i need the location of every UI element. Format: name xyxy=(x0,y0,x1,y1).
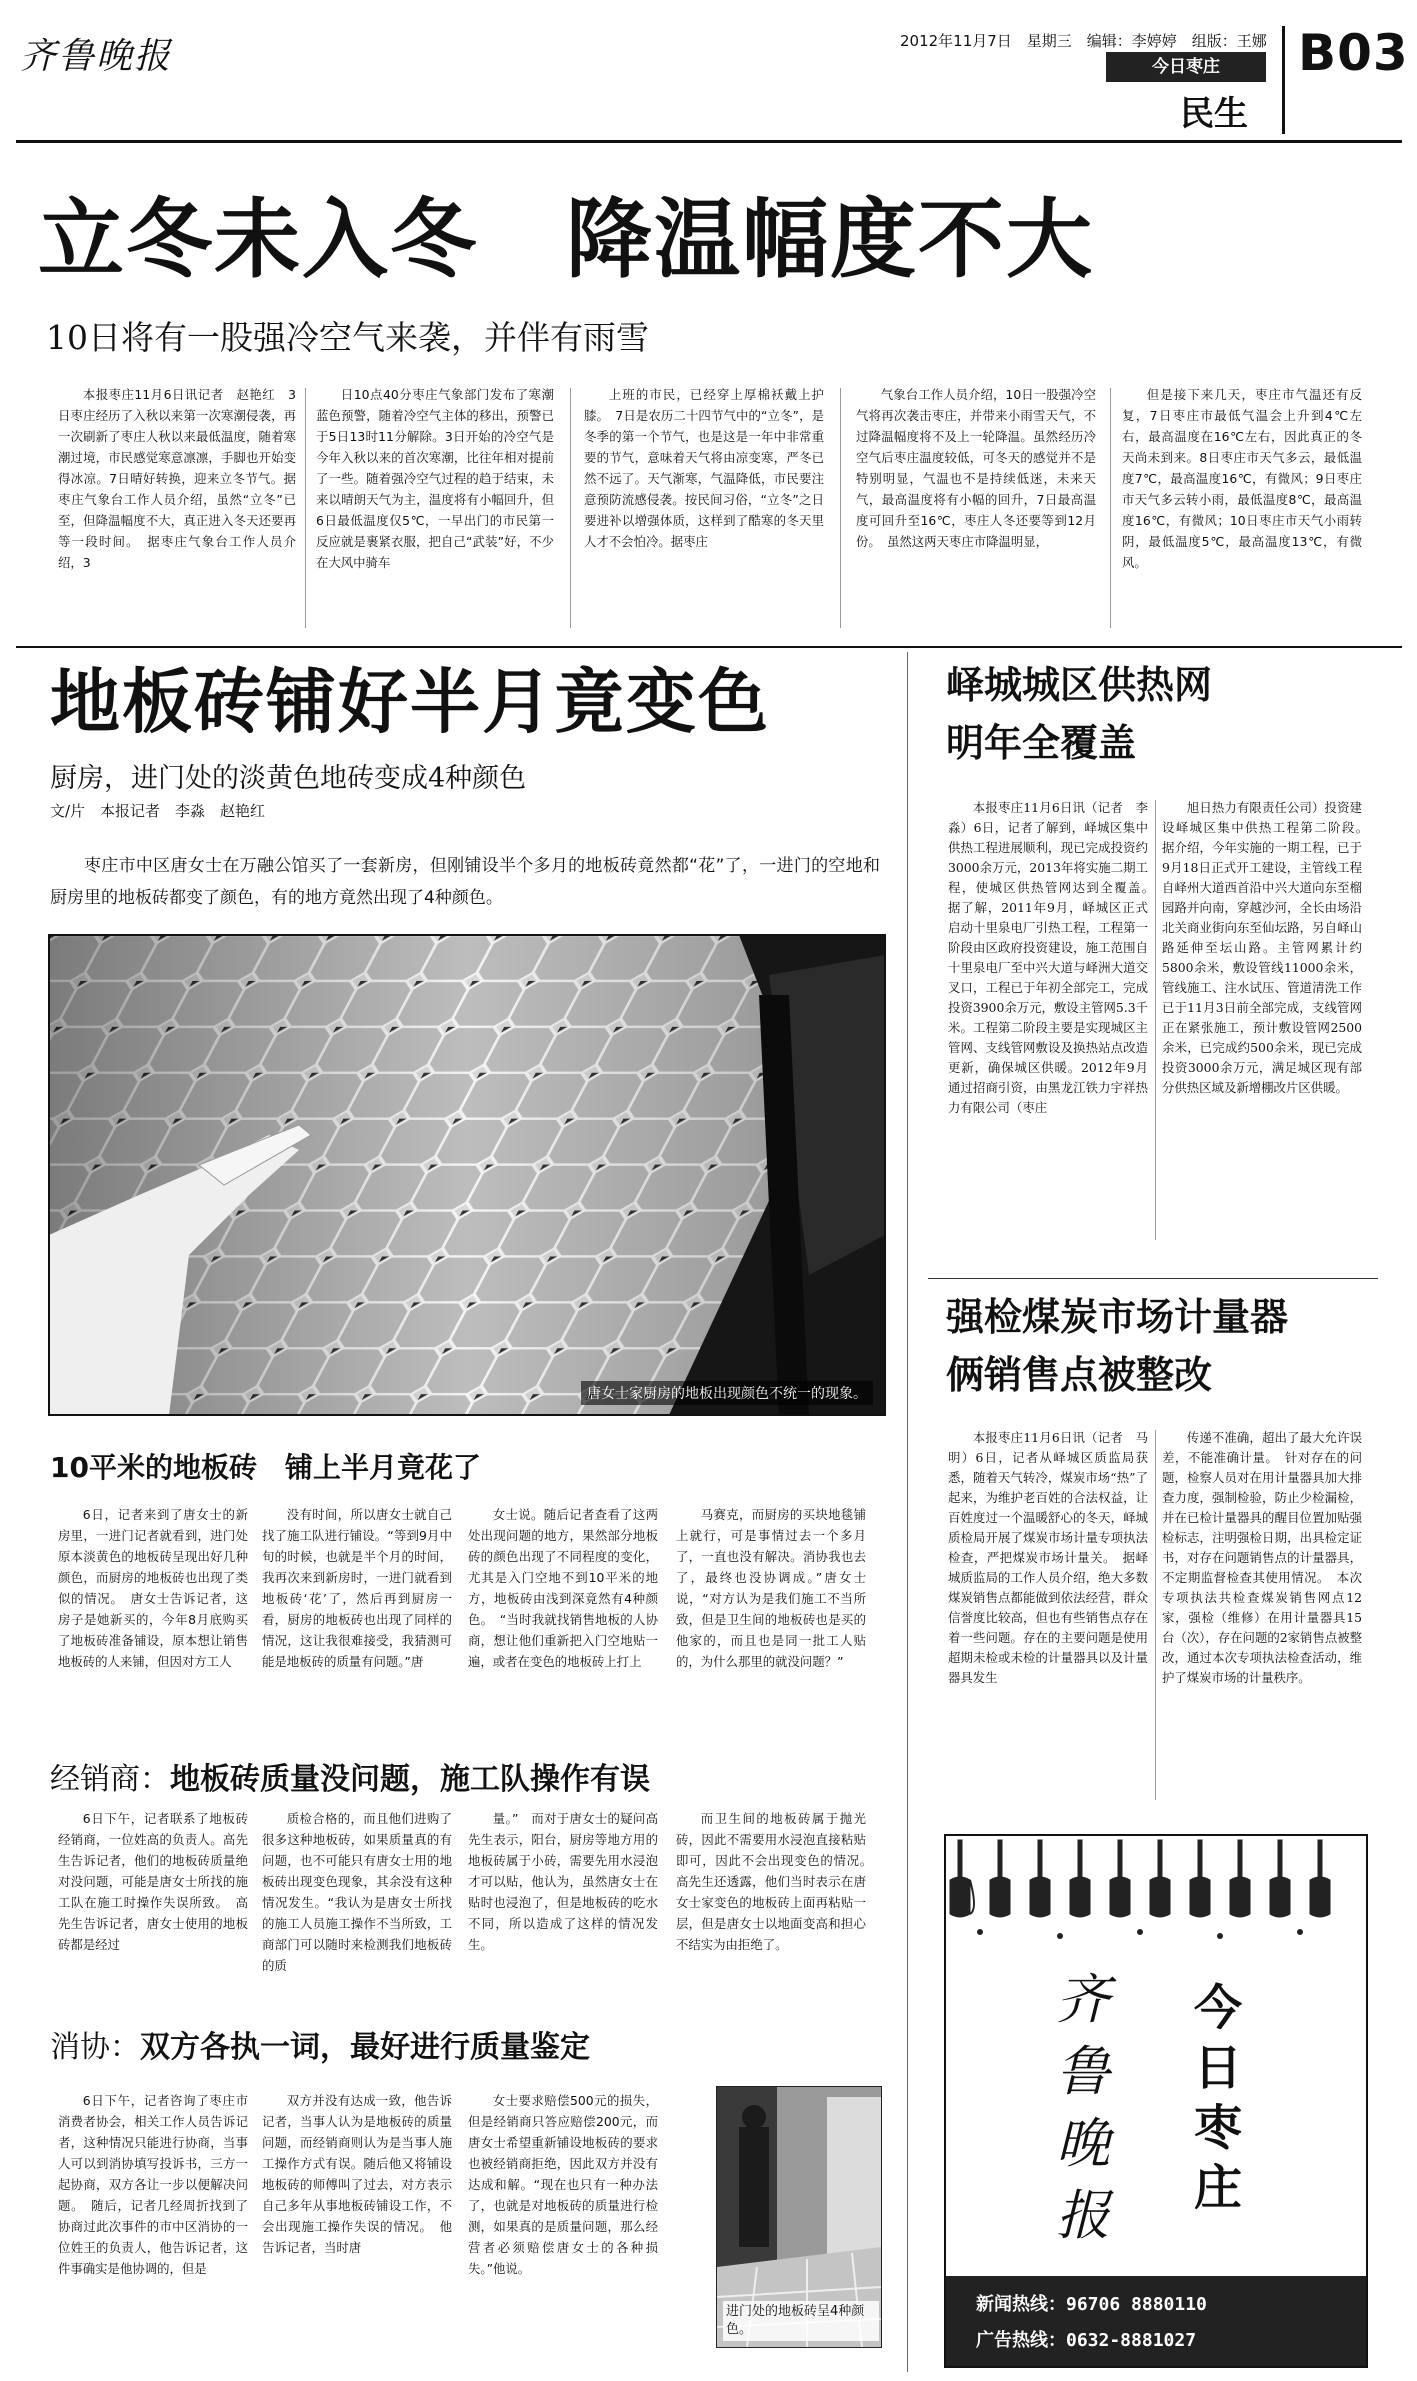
feature-byline: 文/片 本报记者 李淼 赵艳红 xyxy=(50,802,266,820)
doorway-photo xyxy=(716,2086,882,2348)
s3-col-2: 双方并没有达成一致，他告诉记者，当事人认为是地板砖的质量问题，而经销商则认为是当事人施工操作方式有误。随后他又将铺设地板砖的师傅叫了过去，对方表示自己多年从事地板砖铺设工作，不会出现施工操作失误的情况。 他告诉记者，当时唐 xyxy=(262,2093,452,2255)
section-2-prefix: 经销商： xyxy=(50,1762,170,1797)
feature-subtitle: 厨房，进门处的淡黄色地砖变成4种颜色 xyxy=(50,763,527,794)
ad-hotline: 广告热线：0632-8881027 xyxy=(976,2330,1197,2351)
s3-col-1: 6日下午，记者咨询了枣庄市消费者协会，相关工作人员告诉记者，这种情况只能进行协商，当事人可以到消协填写投诉书，三方一起协商，双方各让一步以便解决问题。 随后，记者几经周折找到了协商过此次事件的市中区消协的一位姓王的负责人，他告诉记者，这件事确实是他协调的，但是 xyxy=(58,2093,248,2276)
ad-logo: 齐鲁晚报 xyxy=(1056,1968,1110,2247)
telephone-icon xyxy=(946,1836,1366,1956)
news-hotline: 新闻热线：96706 8880110 xyxy=(976,2294,1207,2315)
lead-col-5: 但是接下来几天，枣庄市气温还有反复，7日枣庄市最低气温会上升到4℃左右，最高温度在16℃左右，因此真正的冬天尚未到来。8日枣庄市天气多云，最低温度7℃，最高温度16℃，有微风；9日枣庄市天气多云转小雨，最低温度8℃，最高温度16℃，有微风；10日枣庄市天气小雨转阴，最低温度5℃，最高温度13℃，有微风。 xyxy=(1122,387,1362,570)
s1-col-1: 6日，记者来到了唐女士的新房里，一进门记者就看到，进门处原本淡黄色的地板砖呈现出好几种颜色，而厨房的地板砖也出现了类似的情况。 唐女士告诉记者，这房子是她新买的，今年8月底购买了地板砖准备铺设，原本想让销售地板砖的人来铺，但因对方工人 xyxy=(58,1507,248,1669)
heat-col-2: 旭日热力有限责任公司）投资建设峄城区集中供热工程第二阶段。 据介绍，今年实施的一期工程，已于9月18日正式开工建设，主管线工程自峄州大道西首沿中兴大道向东至榴园路并向南，穿越沙河，全长由场沿北关商业街向东至仙坛路，另自峄山路延伸至坛山路。主管网累计约5800余米，敷设管线11000余米，管线施工、注水试压、管道清洗工作已于11月3日前全部完成，支线管网正在紧张施工，预计敷设管网2500余米，已完成约500余米，现已完成投资3000余万元，满足城区现有部分供热区域及新增棚改片区供暖。 xyxy=(1162,800,1375,1095)
section-1-heading: 10平米的地板砖 铺上半月竟花了 xyxy=(50,1451,481,1484)
coal-title-line-1: 强检煤炭市场计量器 xyxy=(946,1295,1289,1339)
photo-caption: 唐女士家厨房的地板出现颜色不统一的现象。 xyxy=(581,1381,873,1405)
floor-tile-illustration xyxy=(49,935,885,1415)
lead-subtitle: 10日将有一股强冷空气来袭，并伴有雨雪 xyxy=(46,318,649,357)
masthead-divider xyxy=(1282,26,1285,134)
logo-text: 齐鲁晚报 xyxy=(20,36,173,77)
lead-headline: 立冬未入冬 降温幅度不大 xyxy=(38,190,1094,290)
coal-col-1: 本报枣庄11月6日讯（记者 马明）6日，记者从峄城区质监局获悉，随着天气转冷，煤炭市场“热”了起来，为维护老百姓的合法权益，让百姓度过一个温暖舒心的冬天，峄城质检局开展了煤炭市场计量专项执法检查，严把煤炭市场计量关。 据峄城质监局的工作人员介绍，绝大多数煤炭销售点都能做到依法经营，群众信誉度比较高，但也有些销售点存在着一些问题。存在的主要问题是使用超期未检或未检的计量器具以及计量器具发生 xyxy=(948,1430,1148,1685)
heat-col-1: 本报枣庄11月6日讯（记者 李淼）6日，记者了解到，峄城区集中供热工程进展顺利，现已完成投资约3000余万元，2013年将实施二期工程，使城区供热管网达到全覆盖。 据了解，2011年9月，峄城区正式启动十里泉电厂引热工程，工程第一阶段由区政府投资建设，施工范围自十里泉电厂至中兴大道与峄洲大道交叉口，工程已于年初全部完工，完成投资3900余万元，敷设主管网5.3千米。工程第二阶段主要是实现城区主管网、支线管网敷设及换热站点改造更新，确保城区供暖。2012年9月通过招商引资，由黑龙江铁力宇祥热力有限公司（枣庄 xyxy=(948,800,1161,1115)
rail-rule-1 xyxy=(928,1278,1378,1279)
feature-intro: 枣庄市中区唐女士在万融公馆买了一套新房，但刚铺设半个多月的地板砖竟然都“花”了，一进门的空地和厨房里的地板砖都变了颜色，有的地方竟然出现了4种颜色。 xyxy=(50,856,880,908)
floor-tile-photo xyxy=(48,934,886,1416)
section-tag: 今日枣庄 xyxy=(1106,52,1266,82)
ad-footer xyxy=(946,2276,1366,2366)
s1-col-2: 没有时间，所以唐女士就自己找了施工队进行铺设。“等到9月中旬的时候，也就是半个月的时间，我再次来到新房时，一进门就看到地板砖‘花’了，然后再到厨房一看，厨房的地板砖也出现了同样的情况，这让我很难接受，我猜测可能是地板砖的质量有问题。”唐 xyxy=(262,1507,452,1669)
lead-col-1: 本报枣庄11月6日讯记者 赵艳红 3日枣庄经历了入秋以来第一次寒潮侵袭，再一次刷新了枣庄人秋以来最低温度，随着寒潮过境，市民感觉寒意凛凛，手脚也开始变得冰凉。7日晴好转换，迎来立冬节气。据枣庄气象台工作人员介绍，虽然“立冬”已至，但降温幅度不大，真正进入冬天还要再等一段时间。 据枣庄气象台工作人员介绍，3 xyxy=(58,387,296,570)
section-3-prefix: 消协： xyxy=(50,2030,140,2065)
lead-bottom-rule xyxy=(16,646,1402,648)
s1-col-4: 马赛克，而厨房的买块地毯铺上就行，可是事情过去一个多月了，一直也没有解决。消协我也去了，最终也没协调成。”唐女士说，“对方认为是我们施工不当所致，但是卫生间的地板砖也是买的他家的，而且也是同一批工人贴的，为什么那里的就没问题？” xyxy=(676,1507,866,1669)
coal-col-2: 传递不准确，超出了最大允许误差，不能准确计量。 针对存在的问题，检察人员对在用计量器具加大排查力度，强制检验，防止少检漏检，并在已检计量器具的醒目位置加贴强检标志，注明强检日期，出具检定证书，对存在问题销售点的计量器具，不定期监督检查其使用情况。 本次专项执法共检查煤炭销售网点12家，强检（维修）在用计量器具15台（次），存在问题的2家销售点被整改，通过本次专项执法检查活动，维护了煤炭市场的计量秩序。 xyxy=(1162,1430,1362,1685)
lead-col-3: 上班的市民，已经穿上厚棉袄戴上护膝。 7日是农历二十四节气中的“立冬”，是冬季的第一个节气，也是这是一年中非常重要的节气，意味着天气将由凉变寒，严冬已然不远了。天气渐寒，气温降低，市民要注意预防流感侵袭。按民间习俗，“立冬”之日要进补以增强体质，这样到了酷寒的冬天里人才不会怕冷。据枣庄 xyxy=(584,387,824,549)
section-name: 民生 xyxy=(1180,94,1248,134)
s2-col-2: 质检合格的，而且他们进购了很多这种地板砖，如果质量真的有问题，也不可能只有唐女士用的地板砖出现变色现象，其余没有这种情况发生。“我认为是唐女士所找的施工人员施工操作不当所致，工商部门可以随时来检测我们地板砖的质 xyxy=(262,1811,452,1973)
heat-title-line-1: 峄城城区供热网 xyxy=(946,663,1213,707)
feature-headline: 地板砖铺好半月竟变色 xyxy=(50,661,770,743)
heat-title-line-2: 明年全覆盖 xyxy=(946,721,1137,765)
masthead-rule xyxy=(16,140,1402,143)
date-line: 2012年11月7日 星期三 编辑：李婷婷 组版：王娜 xyxy=(900,32,1267,50)
section-3-title: 双方各执一词，最好进行质量鉴定 xyxy=(140,2030,590,2065)
s2-col-4: 而卫生间的地板砖属于抛光砖，因此不需要用水浸泡直接粘贴即可，因此不会出现变色的情况。 高先生还透露，他们当时表示在唐女士家变色的地板砖上面再粘贴一层，但是唐女士以地面变高和担心不结实为由拒绝了。 xyxy=(676,1811,879,1952)
ad-box xyxy=(944,1834,1368,2368)
coal-title-line-2: 俩销售点被整改 xyxy=(946,1353,1213,1397)
page-number: B03 xyxy=(1298,24,1409,82)
doorway-caption: 进门处的地板砖呈4种颜色。 xyxy=(723,2301,879,2341)
masthead-logo xyxy=(20,28,172,79)
rail-divider xyxy=(907,652,908,2372)
section-3-heading xyxy=(50,2022,590,2066)
ad-label: 今日枣庄 xyxy=(1194,1980,1243,2216)
section-2-title: 地板砖质量没问题，施工队操作有误 xyxy=(170,1762,650,1797)
lead-col-4: 气象台工作人员介绍，10日一股强冷空气将再次袭击枣庄，并带来小雨雪天气，不过降温幅度将不及上一轮降温。虽然经历冷空气后枣庄温度较低，可冬天的感觉并不是特别明显，气温也不是持续低迷，未来天气，最高温度将有小幅的回升，7日最高温度可回升至16℃，枣庄人冬还要等到12月份。 虽然这两天枣庄市降温明显， xyxy=(856,387,1096,549)
s2-col-1: 6日下午，记者联系了地板砖经销商，一位姓高的负责人。高先生告诉记者，他们的地板砖质量绝对没问题，可能是唐女士所找的施工队在施工时操作失误所致。 高先生告诉记者，唐女士使用的地板砖都是经过 xyxy=(58,1811,248,1952)
section-2-heading xyxy=(50,1754,650,1798)
lead-col-2: 日10点40分枣庄气象部门发布了寒潮蓝色预警，随着冷空气主体的移出，预警已于5日13时11分解除。3日开始的冷空气是今年入秋以来的首次寒潮，比往年相对提前了一些。随着强冷空气过程的趋于结束，未来以晴朗天气为主，温度将有小幅回升，但6日最低温度仅5℃，一早出门的市民第一反应就是裹紧衣服，把自己“武装”好，不少在大风中骑车 xyxy=(316,387,554,570)
s1-col-3: 女士说。随后记者查看了这两处出现问题的地方，果然部分地板砖的颜色出现了不同程度的变化，尤其是入门空地不到10平米的地方，地板砖由浅到深竟然有4种颜色。 “当时我就找销售地板的人协商，想让他们重新把入门空地贴一遍，或者在变色的地板砖上打上 xyxy=(468,1507,658,1669)
s2-col-3: 量。” 而对于唐女士的疑问高先生表示，阳台，厨房等地方用的地板砖属于小砖，需要先用水浸泡才可以贴，他认为，虽然唐女士在贴时也浸泡了，但是地板砖的吃水不同，所以造成了这样的情况发生。 xyxy=(468,1811,658,1952)
s3-col-3: 女士要求赔偿500元的损失，但是经销商只答应赔偿200元，而唐女士希望重新铺设地板砖的要求也被经销商拒绝，因此双方并没有达成和解。“现在也只有一种办法了，也就是对地板砖的质量进行检测，如果真的是质量问题，那么经营者必须赔偿唐女士的各种损失。”他说。 xyxy=(468,2093,658,2276)
